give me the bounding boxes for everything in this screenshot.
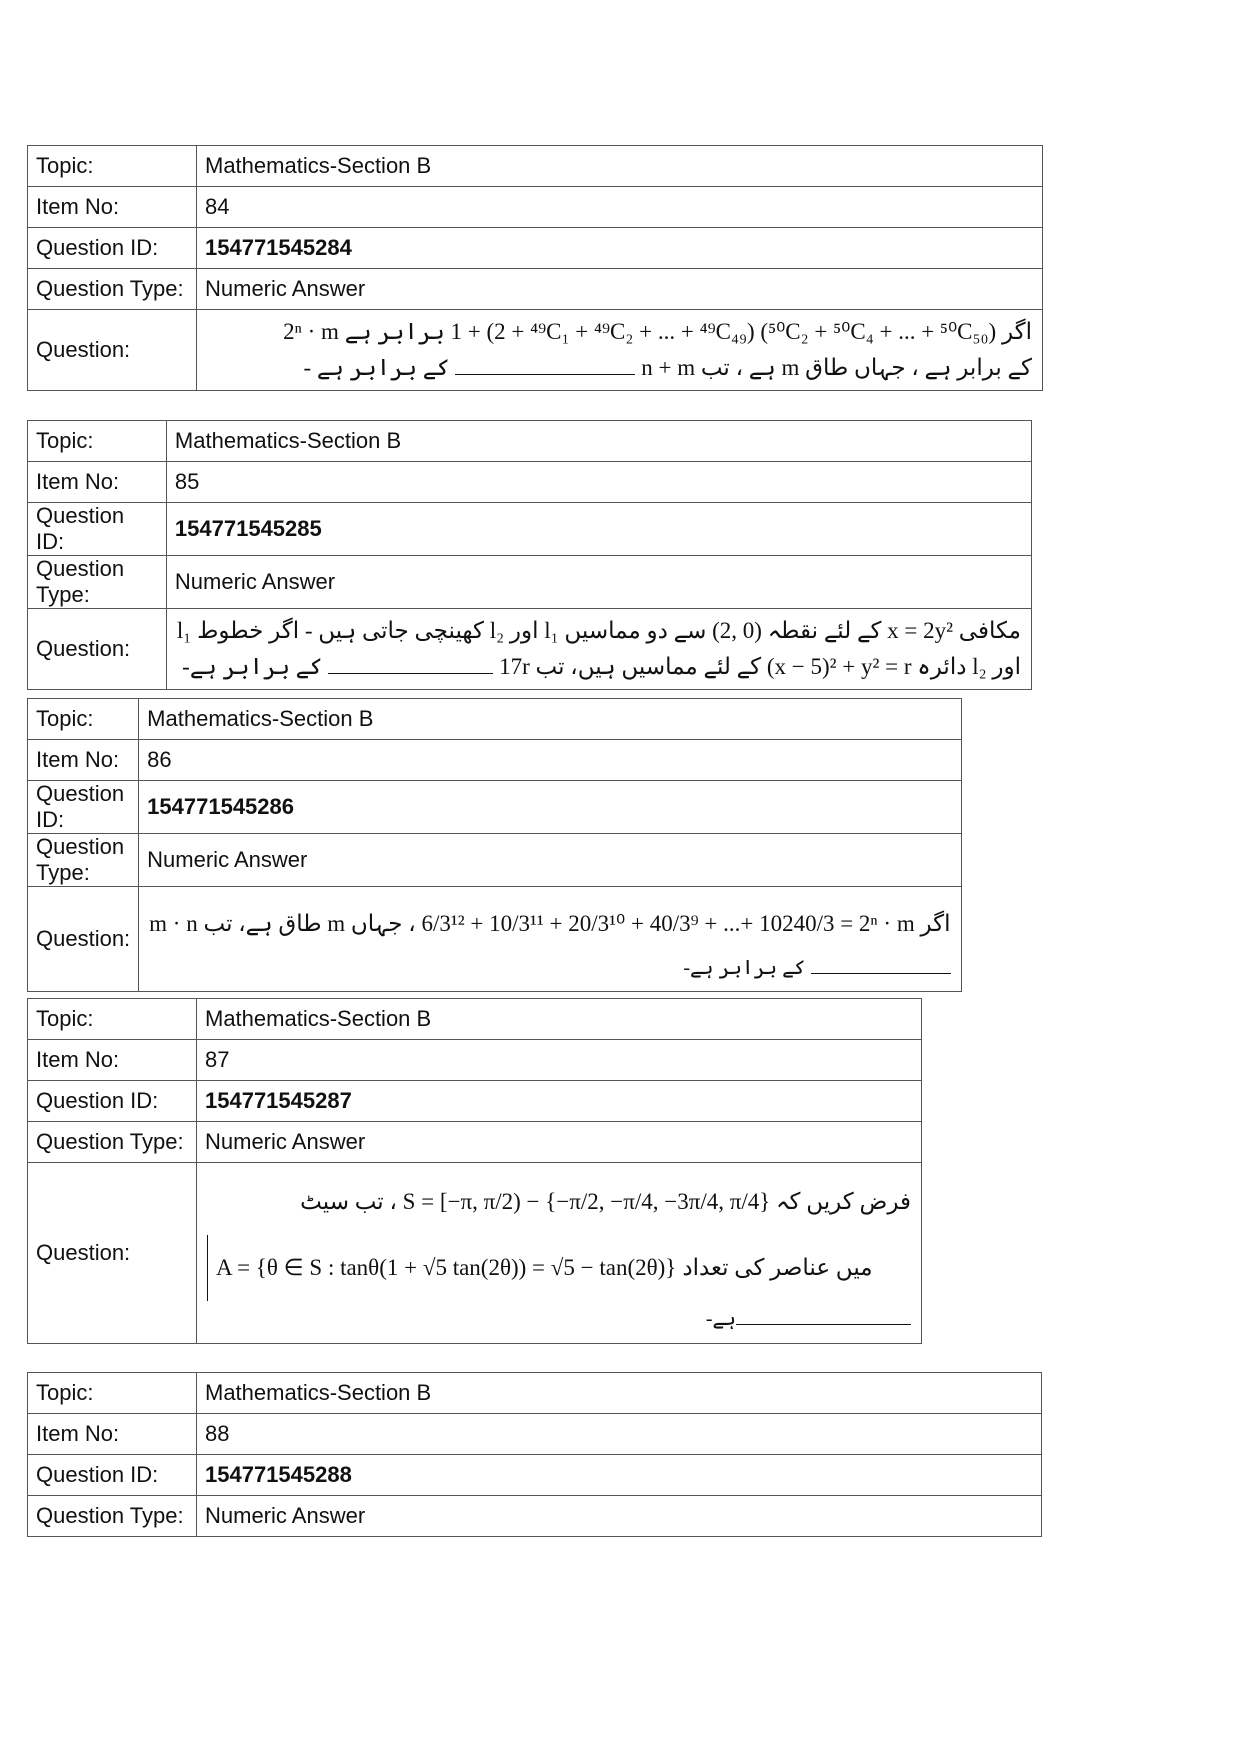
- question-text-run: اور: [986, 654, 1021, 679]
- math-expression: x = 2y²: [887, 618, 954, 643]
- question-type-label: Question Type:: [28, 556, 167, 609]
- question-table-87: [27, 998, 922, 1344]
- question-label: Question:: [28, 1163, 197, 1344]
- question-line: [149, 953, 950, 983]
- question-type-label: Question Type:: [28, 1122, 197, 1163]
- question-id-label: Question ID:: [28, 1455, 197, 1496]
- question-text-run: سے دو مماسیں: [558, 618, 713, 643]
- math-expression: 1 + (2 + ⁴⁹C₁ + ⁴⁹C₂ + ... + ⁴⁹C₄₉) (⁵⁰C₂ + ⁵⁰C₄ + ... + ⁵⁰C₅₀): [450, 319, 997, 344]
- question-id-label: Question ID:: [28, 1081, 197, 1122]
- question-text-run: کے برابر ہے ، جہاں طاق m ہے ، تب: [695, 355, 1032, 380]
- question-type-value: Numeric Answer: [197, 1122, 922, 1163]
- question-type-row: [28, 834, 962, 887]
- question-row: [28, 609, 1032, 690]
- question-type-value: Numeric Answer: [139, 834, 961, 887]
- question-text: [197, 1163, 922, 1344]
- item-no-value: 88: [197, 1414, 1042, 1455]
- math-expression: l₁: [176, 618, 192, 643]
- question-type-row: [28, 269, 1043, 310]
- item-no-row: [28, 187, 1043, 228]
- question-type-label: Question Type:: [28, 1496, 197, 1537]
- math-expression: n + m: [641, 355, 696, 380]
- math-expression: 2ⁿ · m: [283, 319, 339, 344]
- question-id-label: Question ID:: [28, 503, 167, 556]
- math-expression: m · n: [149, 911, 198, 936]
- question-text-run: دائرہ: [911, 654, 973, 679]
- question-text: [139, 887, 961, 992]
- question-type-value: Numeric Answer: [197, 269, 1043, 310]
- item-no-value: 84: [197, 187, 1043, 228]
- topic-row: [28, 699, 962, 740]
- topic-row: [28, 999, 922, 1040]
- question-type-label: Question Type:: [28, 834, 139, 887]
- question-id-label: Question ID:: [28, 781, 139, 834]
- question-text-run: کے لئے مماسیں ہیں، تب: [529, 654, 767, 679]
- question-text-run: اگر: [914, 911, 951, 936]
- question-text-run: میں عناصر کی تعداد: [682, 1255, 873, 1280]
- question-text-run: کے برابر ہے -: [303, 355, 450, 380]
- question-type-label: Question Type:: [28, 269, 197, 310]
- item-no-row: [28, 462, 1032, 503]
- answer-blank: [455, 354, 635, 375]
- topic-value: Mathematics-Section B: [197, 1373, 1042, 1414]
- question-text-run: اور: [504, 618, 545, 643]
- item-no-value: 86: [139, 740, 961, 781]
- question-id-value: 154771545286: [139, 781, 961, 834]
- question-line: [207, 1235, 911, 1301]
- question-id-value: 154771545287: [197, 1081, 922, 1122]
- topic-value: Mathematics-Section B: [139, 699, 961, 740]
- question-table-88: [27, 1372, 1042, 1537]
- question-type-row: [28, 556, 1032, 609]
- question-row: [28, 887, 962, 992]
- item-no-label: Item No:: [28, 740, 139, 781]
- math-expression: (x − 5)² + y² = r: [766, 654, 912, 679]
- math-expression: S = [−π, π/2) − {−π/2, −π/4, −3π/4, π/4}: [402, 1189, 771, 1214]
- question-label: Question:: [28, 609, 167, 690]
- question-text-run: مکافی: [953, 618, 1021, 643]
- item-no-row: [28, 740, 962, 781]
- math-expression: 17r: [499, 654, 530, 679]
- topic-row: [28, 1373, 1042, 1414]
- question-line: [207, 1169, 911, 1235]
- question-id-row: [28, 503, 1032, 556]
- question-text-run: اگر: [996, 319, 1032, 344]
- question-text-run: ، جہاں m طاق ہے، تب: [197, 911, 422, 936]
- question-line: [207, 314, 1032, 350]
- item-no-label: Item No:: [28, 462, 167, 503]
- topic-row: [28, 146, 1043, 187]
- question-row: [28, 1163, 922, 1344]
- item-no-label: Item No:: [28, 187, 197, 228]
- math-expression: l₂: [489, 618, 505, 643]
- item-no-value: 85: [166, 462, 1031, 503]
- question-type-value: Numeric Answer: [166, 556, 1031, 609]
- item-no-value: 87: [197, 1040, 922, 1081]
- math-expression: l₁: [544, 618, 559, 643]
- question-label: Question:: [28, 887, 139, 992]
- question-id-value: 154771545284: [197, 228, 1043, 269]
- question-text-run: کھینچی جاتی ہیں - اگر خطوط: [191, 618, 490, 643]
- item-no-label: Item No:: [28, 1040, 197, 1081]
- item-no-label: Item No:: [28, 1414, 197, 1455]
- math-expression: l₂: [972, 654, 987, 679]
- question-type-value: Numeric Answer: [197, 1496, 1042, 1537]
- question-id-row: [28, 1081, 922, 1122]
- topic-label: Topic:: [28, 999, 197, 1040]
- question-id-value: 154771545285: [166, 503, 1031, 556]
- question-table-86: [27, 698, 962, 992]
- topic-label: Topic:: [28, 421, 167, 462]
- math-expression: 6/3¹² + 10/3¹¹ + 20/3¹⁰ + 40/3⁹ + ...+ 10240/3 = 2ⁿ · m: [421, 911, 915, 936]
- question-line: [177, 649, 1021, 685]
- topic-value: Mathematics-Section B: [166, 421, 1031, 462]
- question-text-run: کے برابر ہے-: [182, 654, 323, 679]
- math-expression: A = {θ ∈ S : tanθ(1 + √5 tan(2θ)) = √5 − tan(2θ)}: [207, 1235, 676, 1301]
- answer-blank: [811, 953, 951, 974]
- question-id-row: [28, 781, 962, 834]
- question-line: [177, 613, 1021, 649]
- topic-row: [28, 421, 1032, 462]
- question-table-84: [27, 145, 1043, 391]
- item-no-row: [28, 1414, 1042, 1455]
- question-text: [166, 609, 1031, 690]
- question-text-run: کے برابر ہے-: [683, 957, 806, 979]
- question-line: [207, 350, 1032, 386]
- item-no-row: [28, 1040, 922, 1081]
- question-text-run: ، تب سیٹ: [300, 1189, 403, 1214]
- question-type-row: [28, 1496, 1042, 1537]
- topic-label: Topic:: [28, 699, 139, 740]
- question-id-row: [28, 228, 1043, 269]
- question-label: Question:: [28, 310, 197, 391]
- question-line: [207, 1301, 911, 1337]
- topic-label: Topic:: [28, 146, 197, 187]
- question-text: [197, 310, 1043, 391]
- question-text-run: برابر ہے: [338, 319, 451, 344]
- answer-blank: [736, 1304, 911, 1325]
- question-text-run: کے لئے نقطہ: [761, 618, 888, 643]
- question-line: [149, 895, 950, 953]
- question-type-row: [28, 1122, 922, 1163]
- question-row: [28, 310, 1043, 391]
- topic-label: Topic:: [28, 1373, 197, 1414]
- question-id-label: Question ID:: [28, 228, 197, 269]
- question-id-value: 154771545288: [197, 1455, 1042, 1496]
- topic-value: Mathematics-Section B: [197, 999, 922, 1040]
- question-table-85: [27, 420, 1032, 690]
- question-text-run: فرض کریں کہ: [770, 1189, 911, 1214]
- question-id-row: [28, 1455, 1042, 1496]
- topic-value: Mathematics-Section B: [197, 146, 1043, 187]
- question-text-run: ہے-: [705, 1308, 736, 1330]
- answer-blank: [328, 653, 493, 674]
- math-expression: (2, 0): [712, 618, 762, 643]
